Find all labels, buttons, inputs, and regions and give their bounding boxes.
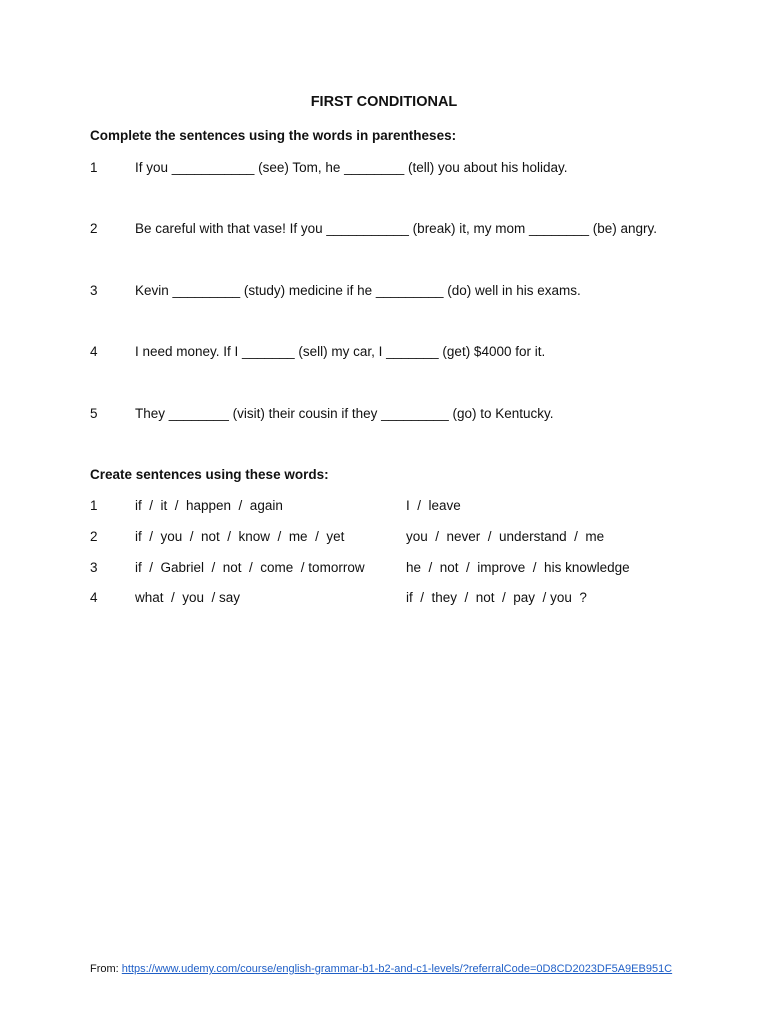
item-text: Kevin _________ (study) medicine if he _________ (do) well in his exams. [135,283,581,298]
source-footer [90,963,672,975]
item-number: 5 [90,406,98,421]
item-words-right: he / not / improve / his knowledge [406,560,630,575]
item-number: 1 [90,160,98,175]
item-number: 3 [90,283,98,298]
item-text: I need money. If I _______ (sell) my car, I _______ (get) $4000 for it. [135,344,546,359]
item-number: 4 [90,590,98,605]
item-number: 3 [90,560,98,575]
item-words-left: if / Gabriel / not / come / tomorrow [135,560,365,575]
item-number: 4 [90,344,98,359]
item-text: If you ___________ (see) Tom, he ________ (tell) you about his holiday. [135,160,568,175]
footer-label: From: [90,963,122,975]
item-number: 2 [90,221,98,236]
item-number: 2 [90,529,98,544]
source-link[interactable]: https://www.udemy.com/course/english-grammar-b1-b2-and-c1-levels/?referralCode=0D8CD2023DF5A9EB951C [121,963,673,975]
item-number: 1 [90,498,98,513]
item-words-right: I / leave [406,498,461,513]
item-words-left: if / you / not / know / me / yet [135,529,345,544]
section1-instruction: Complete the sentences using the words in parentheses: [90,128,457,143]
page-title: FIRST CONDITIONAL [310,94,458,110]
item-words-right: you / never / understand / me [406,529,605,544]
section2-instruction: Create sentences using these words: [90,467,329,482]
item-words-right: if / they / not / pay / you ? [406,590,587,605]
item-words-left: what / you / say [135,590,241,605]
item-text: They ________ (visit) their cousin if they _________ (go) to Kentucky. [135,406,554,421]
item-text: Be careful with that vase! If you ___________ (break) it, my mom ________ (be) angry. [135,221,658,236]
item-words-left: if / it / happen / again [135,498,283,513]
